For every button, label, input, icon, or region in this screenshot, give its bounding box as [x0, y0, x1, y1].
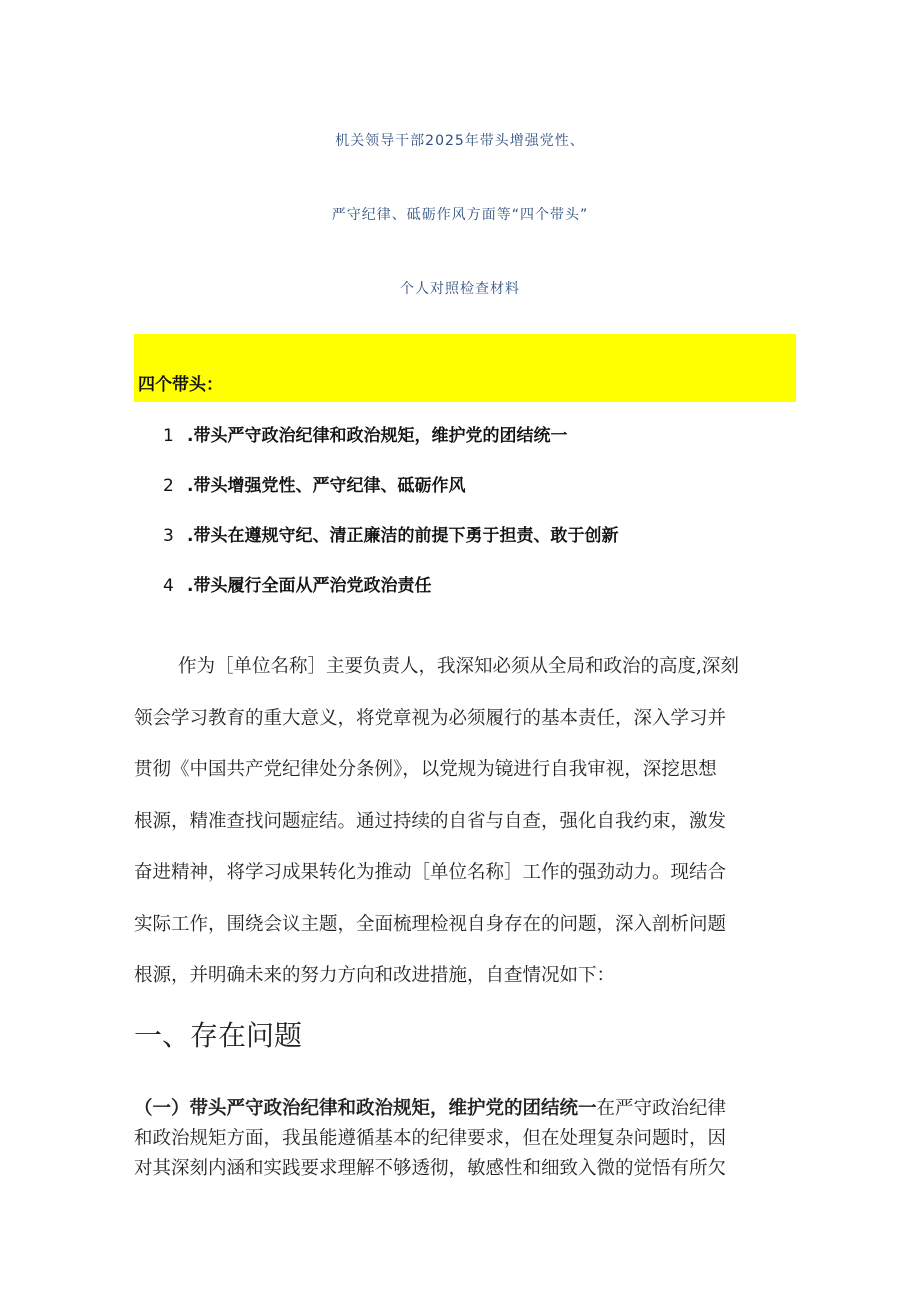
section-heading: 一、存在问题 — [134, 1019, 303, 1052]
highlight-box — [134, 334, 796, 402]
paragraph-line: 实际工作，围绕会议主题，全面梳理检视自身存在的问题，深入剖析问题 — [134, 913, 727, 935]
paragraph-line: 领会学习教育的重大意义，将党章视为必须履行的基本责任，深入学习并 — [134, 707, 727, 729]
paragraph-line: 贯彻《中国共产党纪律处分条例》，以党规为镜进行自我审视，深挖思想 — [134, 759, 717, 780]
paragraph-line: 和政治规矩方面，我虽能遵循基本的纪律要求，但在处理复杂问题时，因 — [134, 1128, 727, 1149]
title-line-3: 个人对照检查材料 — [400, 281, 520, 297]
paragraph-line: 奋进精神，将学习成果转化为推动［单位名称］工作的强劲动力。现结合 — [134, 862, 727, 883]
paragraph-line: 根源，并明确未来的努力方向和改进措施，自查情况如下： — [134, 965, 616, 986]
list-item — [163, 521, 618, 571]
paragraph-text: 在严守政治纪律 — [596, 1098, 727, 1119]
subsection-label: （一）带头严守政治纪律和政治规矩，维护党的团结统一 — [134, 1098, 597, 1119]
intro-paragraph — [134, 652, 796, 1013]
list-item-text: .带头履行全面从严治党政治责任 — [187, 576, 432, 596]
list-item-number: 2 — [163, 476, 174, 496]
paragraph-line: 作为［单位名称］主要负责人，我深知必须从全局和政治的高度,深刻 — [178, 656, 739, 677]
highlight-label: 四个带头： — [138, 375, 223, 395]
list-item-text: .带头严守政治纪律和政治规矩，维护党的团结统一 — [187, 426, 568, 446]
list-item-number: 1 — [163, 426, 174, 446]
list-item — [163, 471, 618, 521]
title-line-1: 机关领导干部2025年带头增强党性、 — [335, 133, 585, 149]
paragraph-line: 根源，精准查找问题症结。通过持续的自省与自查，强化自我约束，激发 — [134, 810, 727, 832]
paragraph-line — [134, 1094, 796, 1124]
paragraph-line: 对其深刻内涵和实践要求理解不够透彻，敏感性和细致入微的觉悟有所欠 — [134, 1158, 727, 1179]
four-leads-list — [163, 421, 618, 621]
subsection-paragraph — [134, 1094, 796, 1184]
list-item — [163, 421, 618, 471]
list-item-text: .带头在遵规守纪、清正廉洁的前提下勇于担责、敢于创新 — [187, 526, 619, 546]
title-line-2: 严守纪律、砥砺作风方面等“四个带头” — [331, 207, 589, 223]
list-item-number: 3 — [163, 526, 174, 546]
list-item — [163, 571, 618, 621]
list-item-number: 4 — [163, 576, 174, 596]
list-item-text: .带头增强党性、严守纪律、砥砺作风 — [187, 476, 466, 496]
